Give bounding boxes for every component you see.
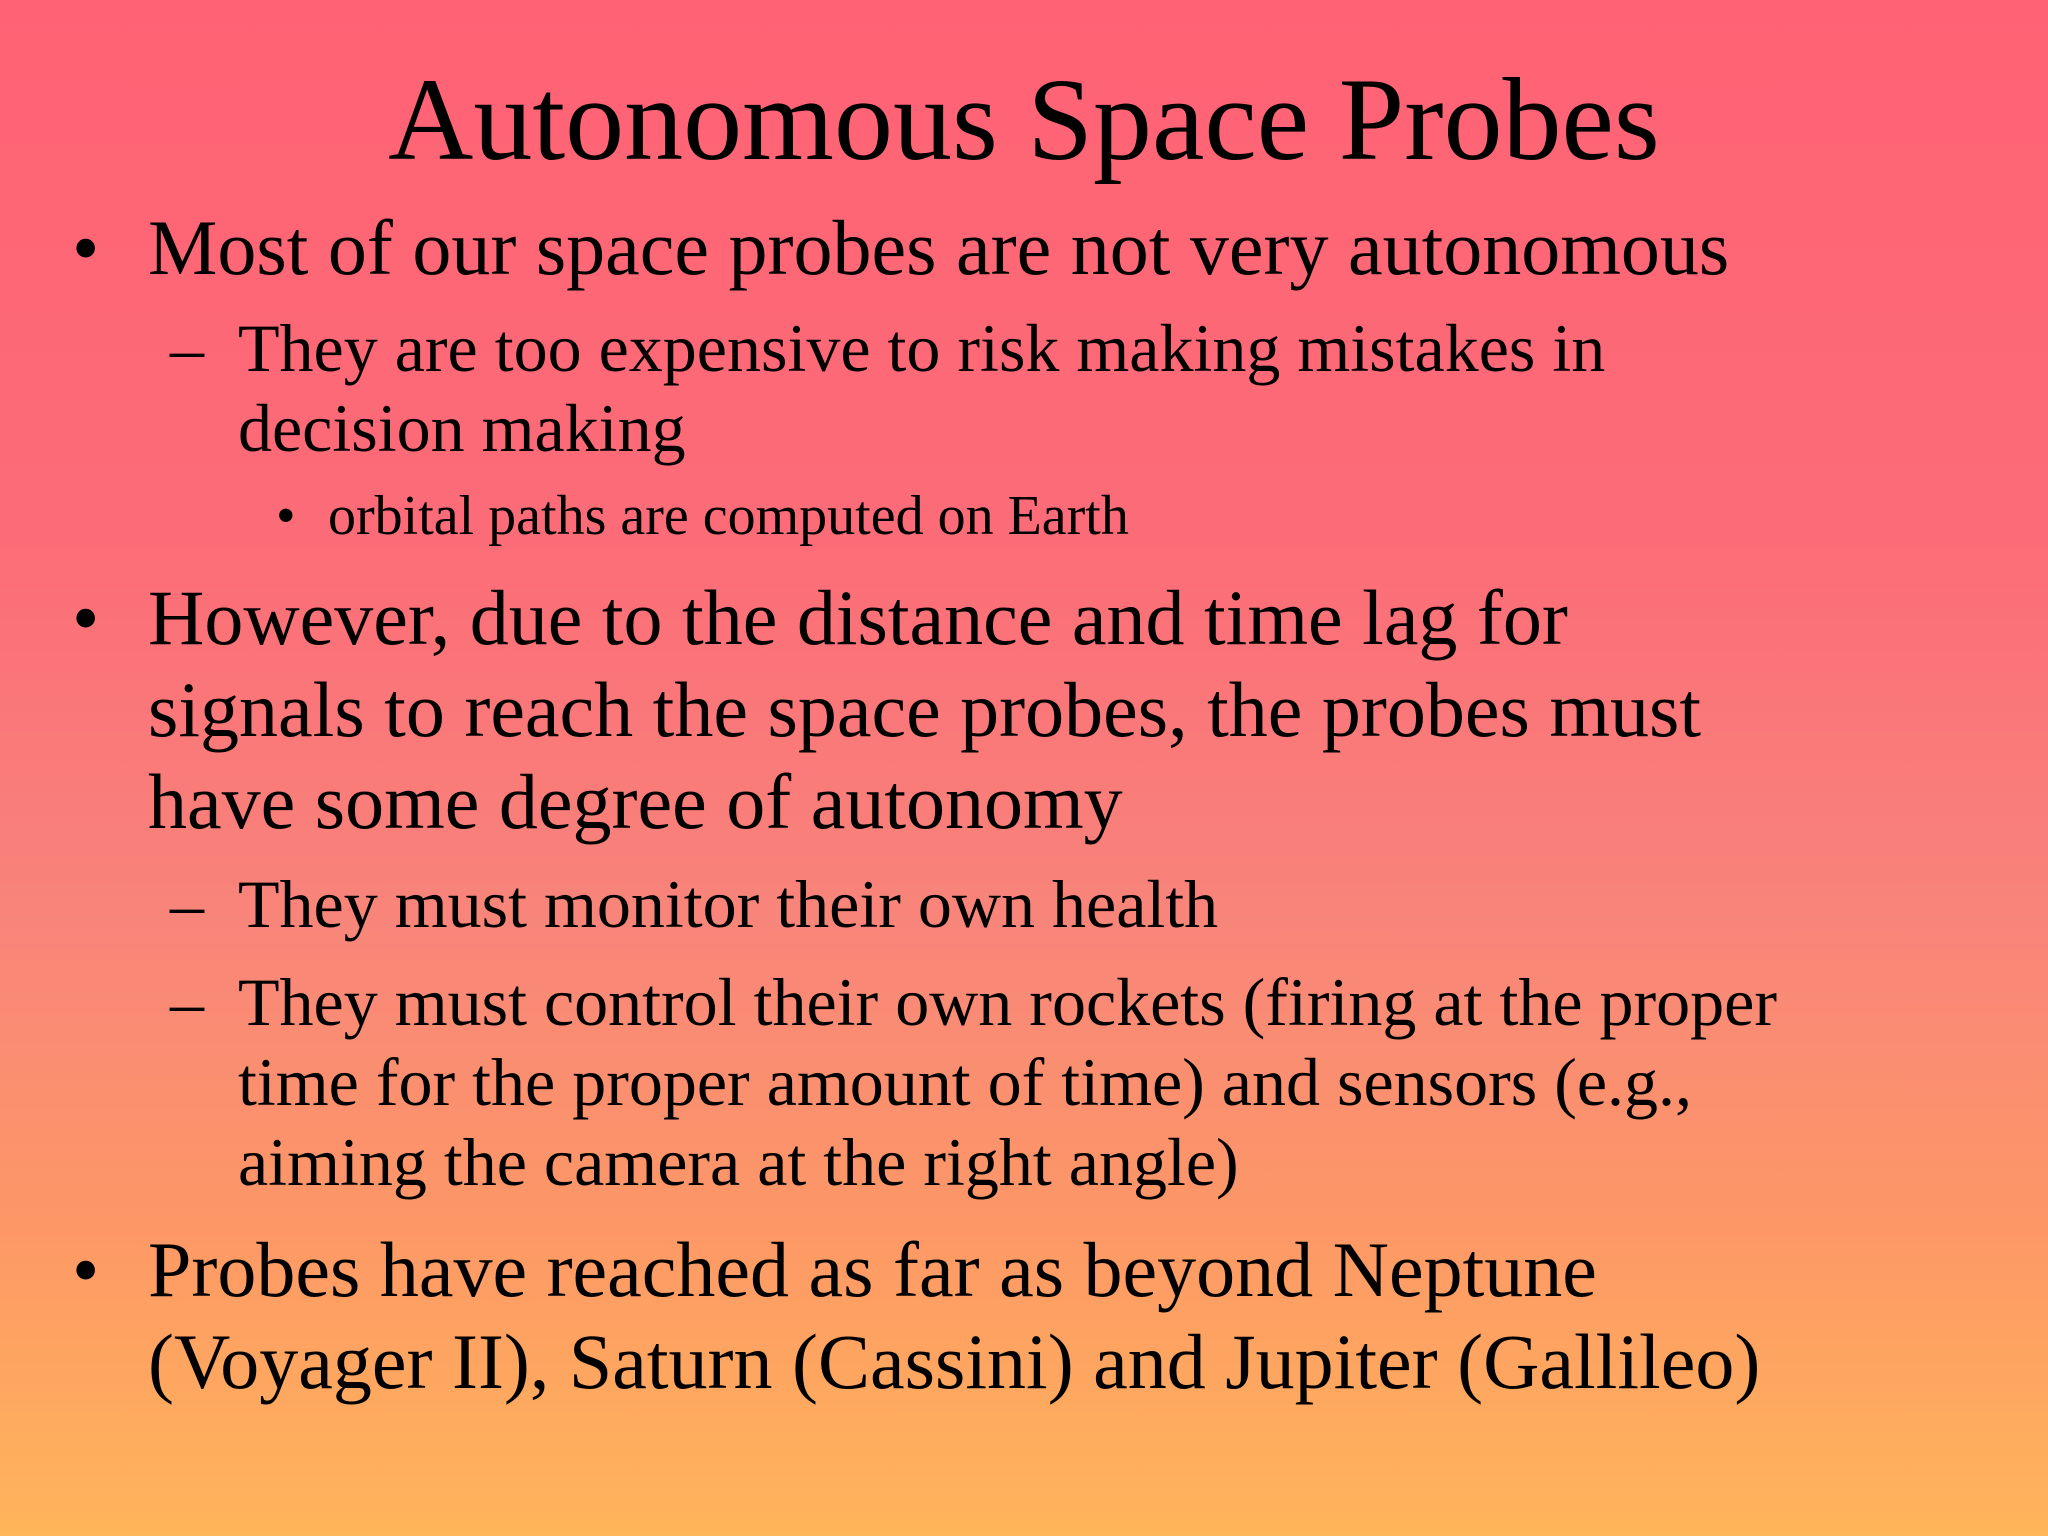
sub-sub-bullet-text: orbital paths are computed on Earth	[328, 485, 1129, 547]
bullet-marker: •	[72, 1226, 100, 1313]
bullet-marker: •	[72, 204, 100, 291]
bullet-marker: •	[72, 574, 100, 661]
bullet-marker-small: •	[276, 485, 296, 547]
sub-bullet-text-continued: time for the proper amount of time) and sensors (e.g.,	[238, 1044, 1693, 1120]
sub-bullet-text: They must monitor their own health	[238, 866, 1219, 942]
dash-marker: –	[170, 964, 204, 1040]
bullet-text: Probes have reached as far as beyond Neptune	[148, 1226, 1597, 1313]
sub-bullet-text-continued: aiming the camera at the right angle)	[238, 1124, 1239, 1200]
bullet-text-continued: have some degree of autonomy	[148, 758, 1123, 845]
sub-bullet-text: They must control their own rockets (firing at the proper	[238, 964, 1777, 1040]
bullet-text-continued: signals to reach the space probes, the probes must	[148, 666, 1702, 753]
slide-title: Autonomous Space Probes	[388, 54, 1660, 185]
bullet-text-continued: (Voyager II), Saturn (Cassini) and Jupiter (Gallileo)	[148, 1318, 1761, 1405]
sub-bullet-text: They are too expensive to risk making mistakes in	[238, 310, 1606, 386]
sub-bullet-text-continued: decision making	[238, 390, 686, 466]
dash-marker: –	[170, 866, 204, 942]
dash-marker: –	[170, 310, 204, 386]
bullet-text: Most of our space probes are not very autonomous	[148, 204, 1730, 291]
bullet-text: However, due to the distance and time lag for	[148, 574, 1568, 661]
